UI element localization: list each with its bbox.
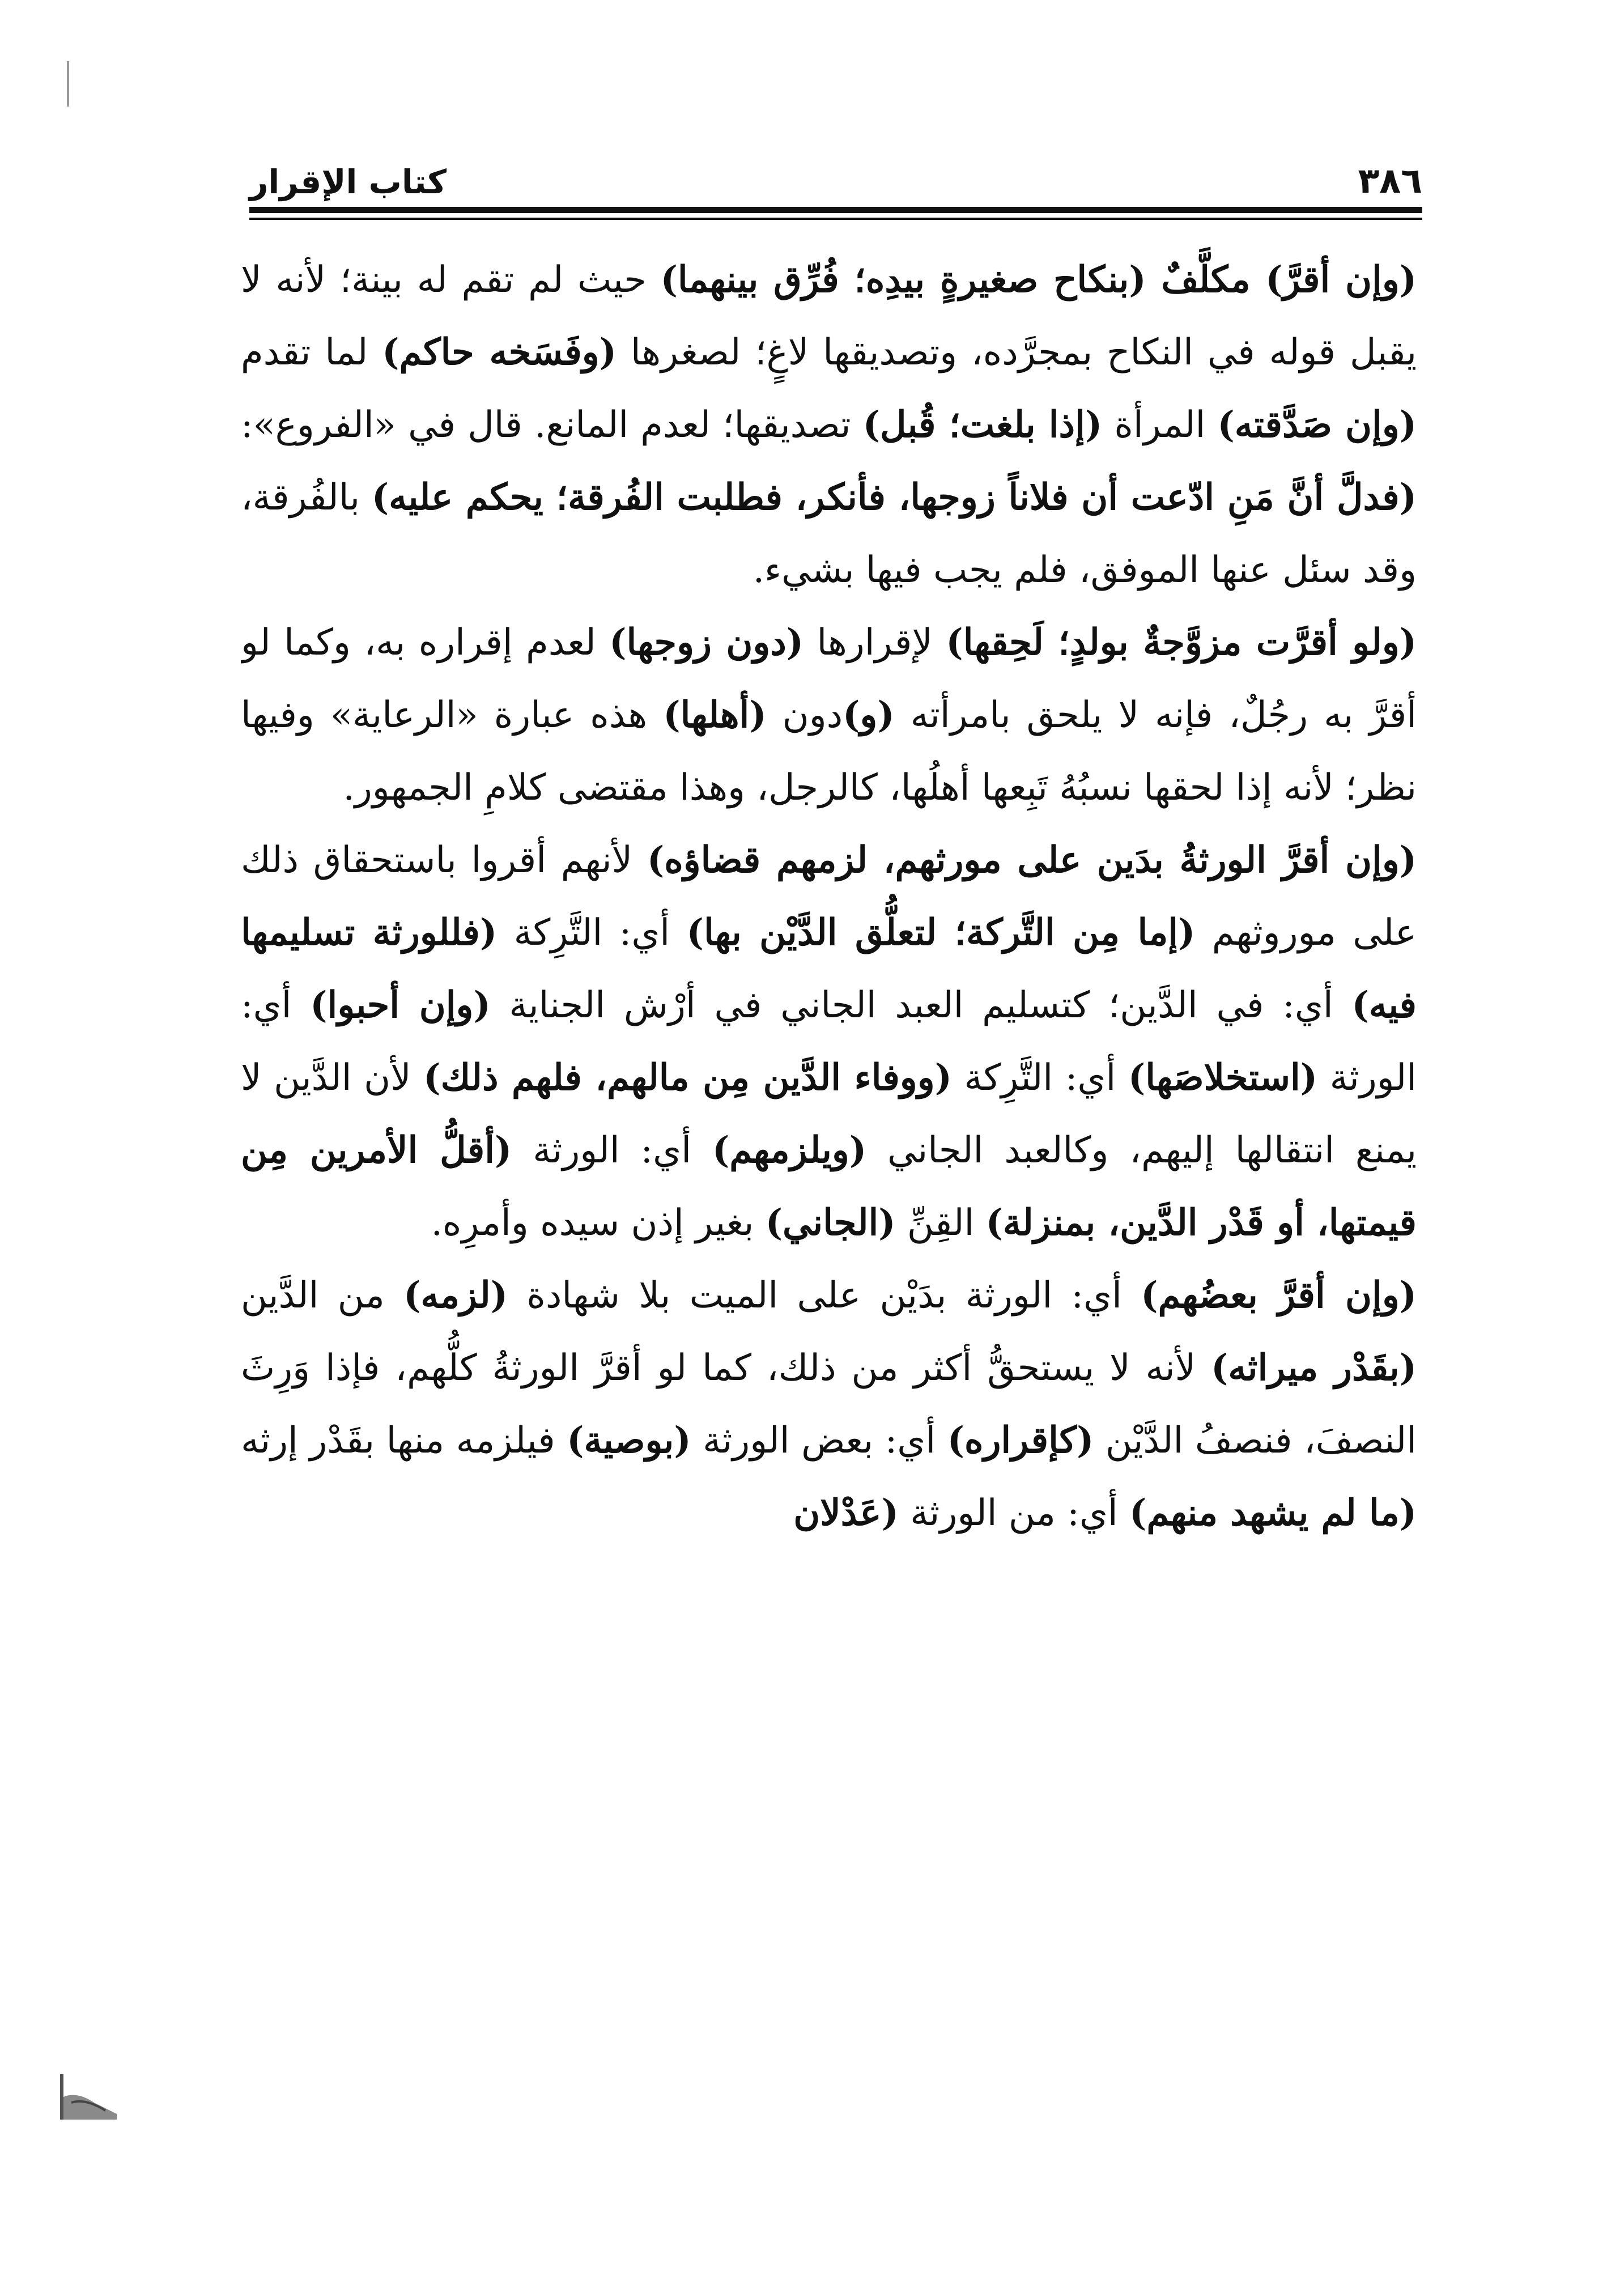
running-header [249,145,1422,201]
sharh-text: أي: في الدَّين؛ كتسليم العبد الجاني في أرْش الجناية [490,984,1352,1026]
matn-text: (وإن أحبوا) [310,984,491,1026]
sharh-text: تصديقها؛ لعدم المانع. قال في «الفروع»: [241,404,863,446]
matn-text: (بوصية) [567,1419,691,1462]
page-number: ٣٨٦ [1358,160,1422,201]
matn-text: (استخلاصَها) [1128,1056,1318,1099]
sharh-text: من الدَّين [241,1275,404,1317]
matn-text: (عَدْلان [793,1492,899,1534]
matn-text: (كإقراره) [947,1419,1094,1462]
body-text [241,244,1417,1989]
sharh-text: لعدم إقراره به، وكما لو أقرَّ به رجُلٌ، فإنه لا يلحق بامرأته [241,622,1417,736]
sharh-text: بغير إذن سيده وأمرِه. [431,1202,766,1244]
paragraph [241,244,1417,606]
sharh-text: لأنه لا يستحقُّ أكثر من ذلك، كما لو أقرَّ الورثةُ كلُّهم، فإذا وَرِثَ النصفَ، فنصفُ الدَّيْن [241,1347,1417,1462]
sharh-text: أي: بعض الورثة [691,1420,947,1462]
sharh-text: القِنِّ [895,1202,986,1244]
scan-margin-mark [67,61,69,107]
sharh-text: لأن الدَّين لا يمنع انتقالها إليهم، وكالعبد الجاني [241,1057,1417,1171]
matn-text: (وفَسَخه حاكم) [382,331,617,373]
header-rule-thin [249,218,1422,220]
sharh-text: لإقرارها [804,622,946,664]
sharh-text: حيث لم تقم له بينة؛ لأنه لا يقبل قوله في النكاح بمجرَّده، وتصديقها لاغٍ؛ لصغرها [241,259,1417,373]
sharh-text: أي: الورثة [512,1129,712,1171]
matn-text: (الجاني) [765,1201,896,1244]
sharh-text: أي: الورثة [241,984,1417,1099]
sharh-text: لأنهم أقروا باستحقاق ذلك على موروثهم [241,839,1417,954]
sharh-text: المرأة [1102,404,1218,446]
matn-text: (إما مِن التَّركة؛ لتعلُّق الدَّيْن بها) [686,911,1196,954]
matn-text: (وإن أقرَّ) مكلَّفٌ (بنكاح صغيرةٍ بيدِه؛ فُرِّق بينهما) [660,258,1417,301]
sharh-text: أي: التَّرِكة [497,912,687,954]
matn-text: (أقلُّ الأمرين مِن قيمتها، أو قَدْر الدَّين، بمنزلة) [241,1129,1417,1244]
matn-text: (وإن أقرَّ الورثةُ بدَين على مورثهم، لزمهم قضاؤه) [647,839,1417,881]
paragraph [241,824,1417,1259]
sharh-text: بالفُرقة، وقد سئل عنها الموفق، فلم يجب فيها بشيء. [241,477,1417,591]
matn-text: (لزمه) [403,1274,508,1317]
paragraph [241,1259,1417,1549]
matn-text: (ولو أقرَّت مزوَّجةٌ بولدٍ؛ لَحِقها) [946,621,1417,664]
sharh-text: أي: من الورثة [898,1492,1130,1534]
header-rule-thick [249,207,1422,213]
matn-text: (وإن صَدَّقته) [1217,404,1417,446]
sharh-text: دون [766,694,843,736]
matn-text: (أهلها) [663,694,767,736]
matn-text: (ما لم يشهد منهم) [1129,1492,1417,1534]
matn-text: (و) [843,694,895,736]
matn-text: (إذا بلغت؛ قُبل) [862,404,1103,446]
matn-text: (فدلَّ أنَّ مَنِ ادّعت أن فلاناً زوجها، فأنكر، فطلبت الفُرقة؛ يحكم عليه) [371,476,1417,519]
sharh-text: لما تقدم [241,332,382,373]
paragraph [241,606,1417,824]
book-title: كتاب الإقرار [249,163,447,201]
scan-corner-smudge [54,2063,122,2125]
matn-text: (دون زوجها) [609,621,804,664]
sharh-text: هذه عبارة «الرعاية» وفيها نظر؛ لأنه إذا لحقها نسبُهُ تَبِعها أهلُها، كالرجل، وهذا مقتضى كلامِ الجمهور. [241,694,1417,809]
sharh-text: أي: التَّرِكة [951,1057,1128,1099]
matn-text: (فللورثة تسليمها فيه) [241,911,1417,1026]
sharh-text: فيلزمه منها بقَدْر إرثه [241,1420,567,1462]
matn-text: (ويلزمهم) [712,1129,867,1171]
matn-text: (ووفاء الدَّين مِن مالهم، فلهم ذلك) [423,1056,952,1099]
matn-text: (بقَدْر ميراثه) [1211,1347,1417,1389]
matn-text: (وإن أقرَّ بعضُهم) [1141,1274,1417,1317]
sharh-text: أي: الورثة بدَيْن على الميت بلا شهادة [508,1275,1141,1317]
